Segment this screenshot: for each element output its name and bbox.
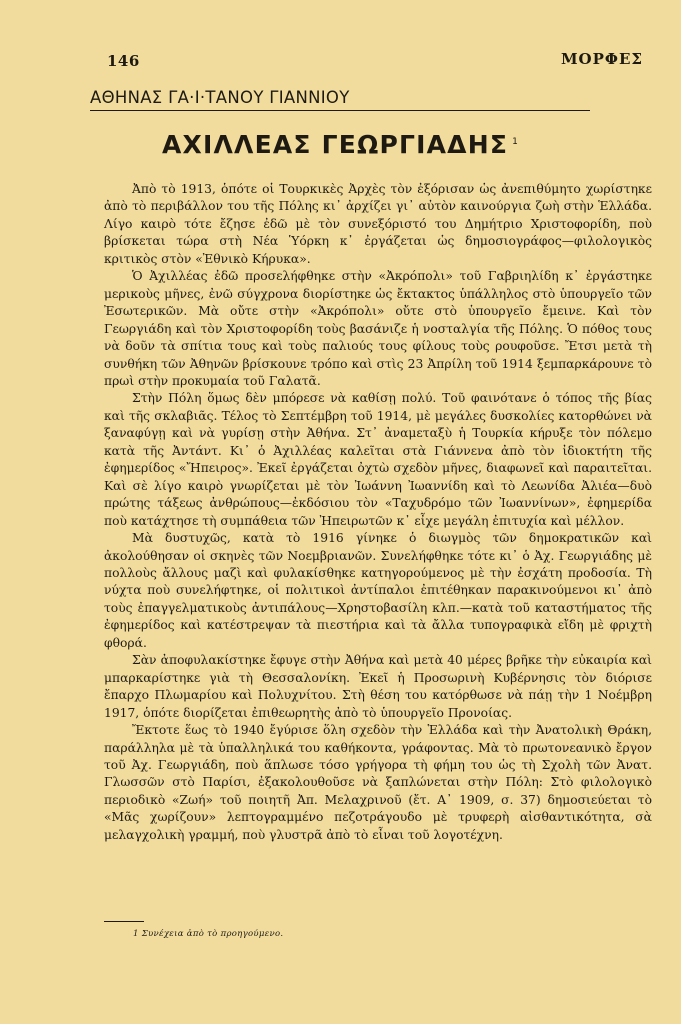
footnote: 1 Συνέχεια ἀπὸ τὸ προηγούμενο. <box>133 929 284 939</box>
paragraph: Σὰν ἀποφυλακίστηκε ἔφυγε στὴν Ἀθήνα καὶ μετὰ 40 μέρες βρῆκε τὴν εὐκαιρία καὶ μπαρκαρίστηκε γιὰ τὴ Θεσσαλονίκη. Ἐκεῖ ἡ Προσωρινὴ Κυβέρνησις τὸν διόρισε ἔπαρχο Πλωμαρίου καὶ Πολυχνίτου. Στὴ θέση του κατόρθωσε νὰ πάῃ τὴν 1 Νοέμβρη 1917, ὁπότε διορίζεται ἐπιθεωρητὴς ἀπὸ τὸ ὑπουργεῖο Προνοίας. <box>104 653 652 720</box>
running-header-journal: ΜΟΡΦΕΣ <box>560 50 643 68</box>
paragraph: Ἔκτοτε ἕως τὸ 1940 ἔγύρισε ὅλη σχεδὸν τὴν Ἑλλάδα καὶ τὴν Ἀνατολικὴ Θράκη, παράλληλα μὲ τὰ ὑπαλληλικά του καθήκοντα, γράφοντας. Μὰ τὸ πρωτονεανικὸ ἔργον τοῦ Ἀχ. Γεωργιάδη, ποὺ ἅπλωσε τόσο γρήγορα τὴ φήμη του ὡς τὴ Σχολὴ τῶν Ἀνατ. Γλωσσῶν στὸ Παρίσι, ἐξακολουθοῦσε νὰ ξαπλώνεται στὴν Πόλη: Στὸ φιλολογικὸ περιοδικὸ «Ζωή» τοῦ ποιητῆ Ἀπ. Μελαχρινοῦ (ἔτ. Α᾽ 1909, σ. 37) δημοσιεύεται τὸ «Μᾶς χωρίζουν» λεπτογραμμένο πεζοτράγουδο μὲ τρυφερὴ αἰσθαντικότητα, σὰ μελαγχολικὴ γραμμή, ποὺ γλυστρᾶ ἀπὸ τὸ εἶναι τοῦ λογοτέχνη. <box>104 723 652 842</box>
article-body <box>104 181 652 844</box>
article-title-text: ΑΧΙΛΛΕΑΣ ΓΕΩΡΓΙΑΔΗΣ <box>161 130 509 159</box>
paragraph: Ὁ Ἀχιλλέας ἐδῶ προσελήφθηκε στὴν «Ἀκρόπολι» τοῦ Γαβριηλίδη κ᾽ ἐργάστηκε μερικοὺς μῆνες, ἐνῶ σύγχρονα διορίστηκε ὡς ἔκτακτος ὑπάλληλος στὸ ὑπουργεῖο τῶν Ἐσωτερικῶν. Μὰ οὔτε στὴν «Ἀκρόπολι» οὔτε στὸ ὑπουργεῖο ἔμεινε. Καὶ τὸν Γεωργιάδη καὶ τὸν Χριστοφορίδη τοὺς βασάνιζε ἡ νοσταλγία τῆς Πόλης. Ὁ πόθος τους νὰ δοῦν τὰ σπίτια τους καὶ τοὺς παλιούς τους φίλους τοὺς ρουφοῦσε. Ἔτσι μετὰ τὴ συνθήκη τῶν Ἀθηνῶν βρίσκουνε τρόπο καὶ στὶς 23 Ἀπρίλη τοῦ 1914 ξεμπαρκάρουνε τὸ πρωὶ στὴν προκυμαία τοῦ Γαλατᾶ. <box>104 269 652 388</box>
page-number: 146 <box>107 52 140 70</box>
paragraph: Ἀπὸ τὸ 1913, ὁπότε οἱ Τουρκικὲς Ἀρχὲς τὸν ἐξόρισαν ὡς ἀνεπιθύμητο χωρίστηκε ἀπὸ τὸ περιβάλλον του τῆς Πόλης κι᾽ ἀρχίζει γι᾽ αὐτὸν καινούργια ζωὴ στὴν Ἑλλάδα. Λίγο καιρὸ τότε ἔζησε ἐδῶ μὲ τὸν συνεξόριστό του Δημήτριο Χριστοφορίδη, ποὺ βρίσκεται τώρα στὴ Νέα Ὑόρκη κ᾽ ἐργάζεται ὡς δημοσιογράφος—φιλολογικὸς κριτικὸς στὸν «Ἐθνικὸ Κήρυκα». <box>104 182 652 266</box>
article-title <box>0 130 681 159</box>
article-author: ΑΘΗΝΑΣ ΓΑ·Ι·ΤΑΝΟΥ ΓΙΑΝΝΙΟΥ <box>90 88 590 111</box>
footnote-divider <box>104 921 144 922</box>
paragraph: Μὰ δυστυχῶς, κατὰ τὸ 1916 γίνηκε ὁ διωγμὸς τῶν δημοκρατικῶν καὶ ἀκολούθησαν οἱ σκηνὲς τῶν Νοεμβριανῶν. Συνελήφθηκε τότε κι᾽ ὁ Ἀχ. Γεωργιάδης μὲ πολλοὺς ἄλλους μαζὶ καὶ φυλακίσθηκε κατηγορούμενος μὲ τὴν ἐσχάτη προδοσία. Τὴ νύχτα ποὺ συνελήφτηκε, οἱ πολιτικοὶ ἀντίπαλοι ἐπιτέθηκαν παρακινούμενοι κι᾽ ἀπὸ τοὺς ἐπαγγελματικοὺς ἀντιπάλους—Χρηστοβασίλη κλπ.—κατὰ τοῦ καταστήματος τῆς ἐφημερίδος καὶ κατέστρεψαν τὰ πιεστήρια καὶ τὰ ἄλλα τυπογραφικὰ εἴδη μὲ φριχτὴ φθορά. <box>104 531 652 650</box>
footnote-marker: 1 <box>512 136 520 147</box>
paragraph: Στὴν Πόλη ὅμως δὲν μπόρεσε νὰ καθίσῃ πολύ. Τοῦ φαινότανε ὁ τόπος τῆς βίας καὶ τῆς σκλαβιᾶς. Τέλος τὸ Σεπτέμβρη τοῦ 1914, μὲ μεγάλες δυσκολίες κατορθώνει νὰ ξαναφύγῃ καὶ νὰ γυρίσῃ στὴν Ἀθήνα. Στ᾽ ἀναμεταξὺ ἡ Τουρκία κήρυξε τὸν πόλεμο κατὰ τῆς Ἀντάντ. Κι᾽ ὁ Ἀχιλλέας καλεῖται στὰ Γιάννενα ἀπὸ τὸν ἰδιοκτήτη τῆς ἐφημερίδος «Ἤπειρος». Ἐκεῖ ἐργάζεται ὀχτὼ σχεδὸν μῆνες, διαφωνεῖ καὶ παραιτεῖται. Καὶ σὲ λίγο καιρὸ γνωρίζεται μὲ τὸν Ἰωάννη Ἰωαννίδη καὶ τὸ Λεωνίδα Ἀλιέα—δυὸ πρώτης τάξεως ἀνθρώπους—ἐκδόσιου τὸν «Ταχυδρόμο τῶν Ἰωαννίνων», ἐφημερίδα ποὺ κατάχτησε τὴ συμπάθεια τῶν Ἠπειρωτῶν κ᾽ εἶχε μεγάλη ἐπιτυχία καὶ μέλλον. <box>104 391 652 528</box>
